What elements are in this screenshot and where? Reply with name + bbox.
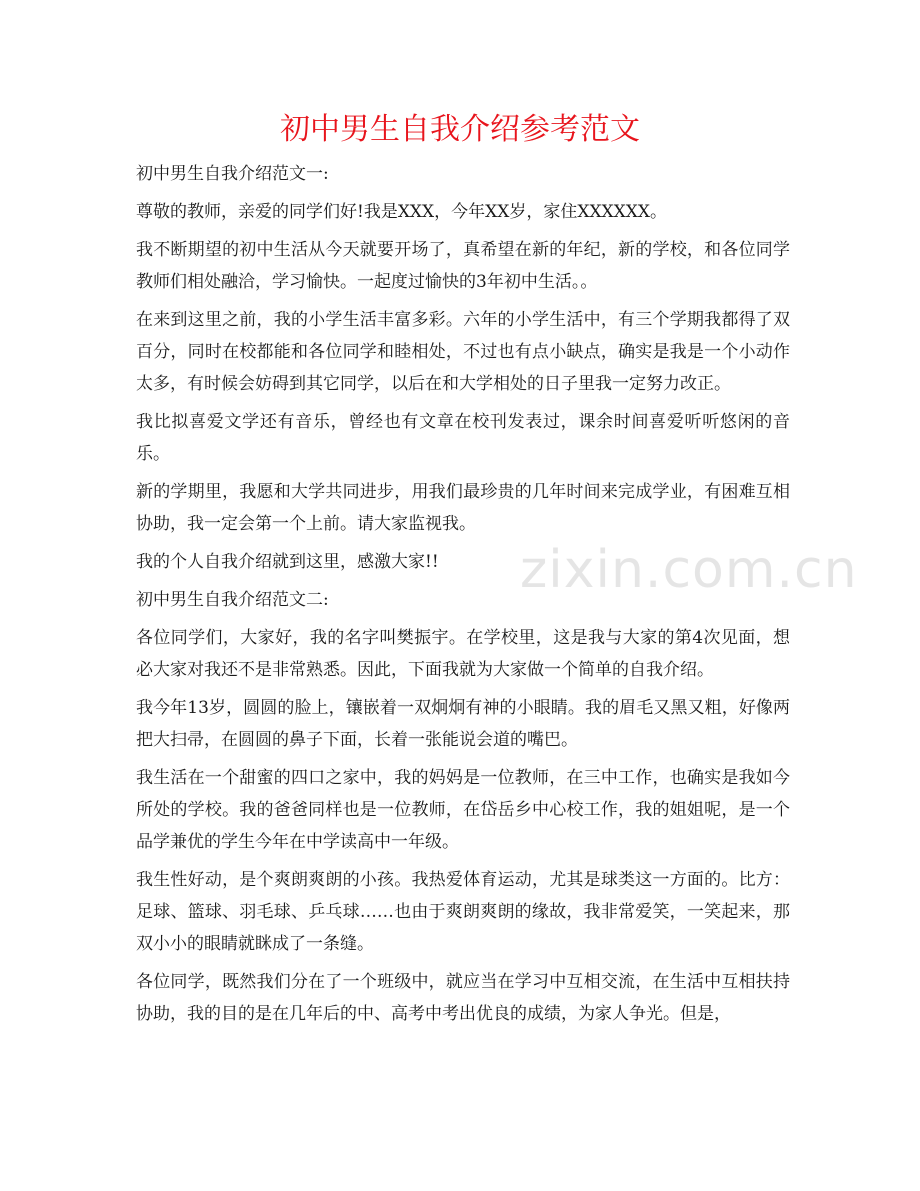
paragraph: 尊敬的教师，亲爱的同学们好!我是XXX，今年XX岁，家住XXXXXX。 (136, 202, 667, 222)
paragraph: 我生性好动，是个爽朗爽朗的小孩。我热爱体育运动，尤其是球类这一方面的。比方：足球、篮球、羽毛球、乒乓球……也由于爽朗爽朗的缘故，我非常爱笑，一笑起来，那双小小的眼睛就眯成了一条缝。 (136, 870, 790, 954)
paragraph: 各位同学，既然我们分在了一个班级中，就应当在学习中互相交流，在生活中互相扶持协助，我的目的是在几年后的中、高考中考出优良的成绩，为家人争光。但是， (136, 972, 790, 1024)
paragraph: 我不断期望的初中生活从今天就要开场了，真希望在新的年纪，新的学校，和各位同学教师们相处融洽，学习愉快。一起度过愉快的3年初中生活。。 (136, 240, 790, 292)
paragraph: 我生活在一个甜蜜的四口之家中，我的妈妈是一位教师，在三中工作，也确实是我如今所处的学校。我的爸爸同样也是一位教师，在岱岳乡中心校工作，我的姐姐呢，是一个品学兼优的学生今年在中学读高中一年级。 (136, 768, 790, 852)
document-title: 初中男生自我介绍参考范文 (280, 112, 640, 147)
paragraph: 各位同学们，大家好，我的名字叫樊振宇。在学校里，这是我与大家的第4次见面，想必大家对我还不是非常熟悉。因此，下面我就为大家做一个简单的自我介绍。 (136, 628, 790, 680)
paragraph: 我的个人自我介绍就到这里，感激大家!! (136, 552, 439, 572)
paragraph: 新的学期里，我愿和大学共同进步，用我们最珍贵的几年时间来完成学业，有困难互相协助，我一定会第一个上前。请大家监视我。 (136, 482, 790, 534)
paragraph: 我比拟喜爱文学还有音乐，曾经也有文章在校刊发表过，课余时间喜爱听听悠闲的音乐。 (136, 412, 790, 464)
document-body (136, 158, 790, 1036)
paragraph: 在来到这里之前，我的小学生活丰富多彩。六年的小学生活中，有三个学期我都得了双百分，同时在校都能和各位同学和睦相处，不过也有点小缺点，确实是我是一个小动作太多，有时候会妨碍到其它同学，以后在和大学相处的日子里我一定努力改正。 (136, 310, 790, 394)
watermark: zixin.com.cn (520, 540, 858, 600)
paragraph: 初中男生自我介绍范文二: (136, 590, 329, 610)
paragraph: 我今年13岁，圆圆的脸上，镶嵌着一双炯炯有神的小眼睛。我的眉毛又黑又粗，好像两把大扫帚，在圆圆的鼻子下面，长着一张能说会道的嘴巴。 (136, 698, 790, 750)
paragraph: 初中男生自我介绍范文一: (136, 164, 329, 184)
